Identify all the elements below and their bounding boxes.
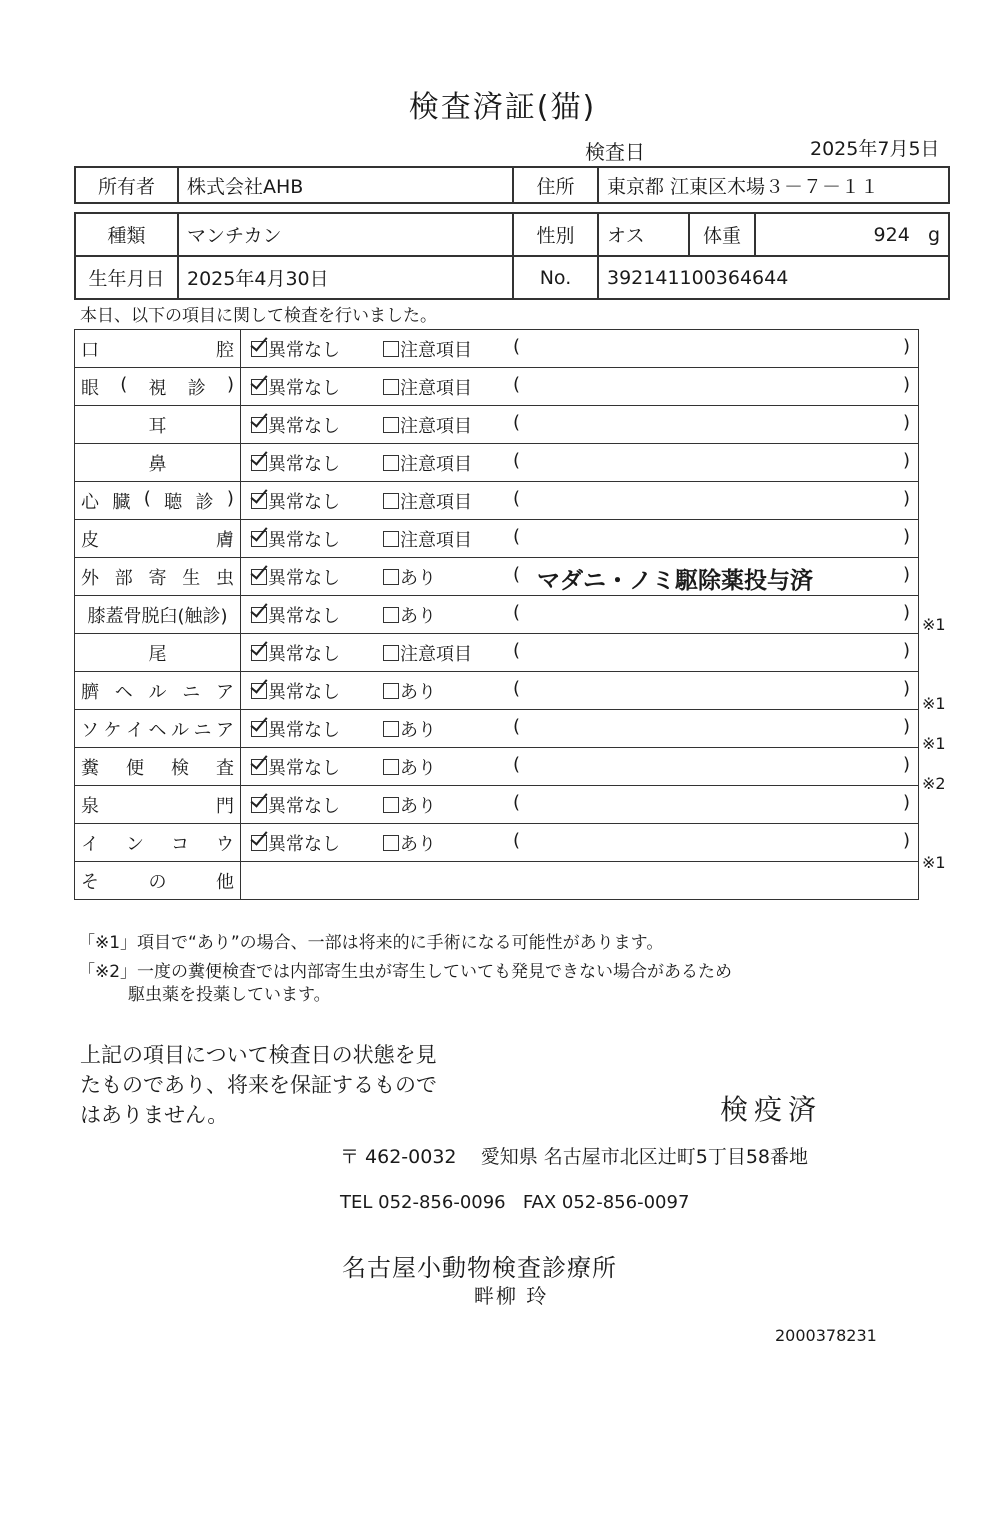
option-normal-label: 異常なし xyxy=(268,682,340,703)
exam-item-label-text xyxy=(79,602,236,628)
owner-value: 株式会社AHB xyxy=(178,167,513,203)
exam-date-value: 2025年7月5日 xyxy=(810,138,940,160)
exam-item-label-char: 耳 xyxy=(148,415,167,437)
clinic-postal: 〒 462-0032 xyxy=(340,1146,457,1168)
option-attention[interactable] xyxy=(383,412,472,438)
exam-item-label xyxy=(75,596,241,634)
checkbox-attention[interactable] xyxy=(383,569,399,585)
exam-item-label-char: 診 xyxy=(187,377,206,399)
option-attention-label: あり xyxy=(400,682,436,703)
exam-row xyxy=(75,330,919,368)
exam-item-label-text xyxy=(79,526,236,552)
exam-item-label xyxy=(75,862,241,900)
option-normal[interactable] xyxy=(251,412,340,438)
remark-paren-open: ( xyxy=(513,526,521,547)
checkbox-normal[interactable] xyxy=(251,759,267,775)
exam-item-result xyxy=(241,406,919,444)
remark-paren-open: ( xyxy=(513,792,521,813)
exam-item-label-text xyxy=(79,716,236,742)
exam-item-label-text xyxy=(79,412,236,438)
exam-row xyxy=(75,368,919,406)
type-label: 種類 xyxy=(75,213,178,256)
option-normal-label: 異常なし xyxy=(268,416,340,437)
exam-item-label-char: ウ xyxy=(216,833,234,855)
option-normal-label: 異常なし xyxy=(268,796,340,817)
option-attention[interactable] xyxy=(383,374,472,400)
option-attention-label: あり xyxy=(400,720,436,741)
exam-item-label-char: 尾 xyxy=(148,643,167,665)
exam-row xyxy=(75,672,919,710)
exam-item-label xyxy=(75,520,241,558)
option-attention-label: 注意項目 xyxy=(400,416,472,437)
clinic-address: 愛知県 名古屋市北区辻町5丁目58番地 xyxy=(480,1146,808,1168)
birth-label: 生年月日 xyxy=(75,256,178,299)
option-attention[interactable] xyxy=(383,792,436,818)
remark-paren-open: ( xyxy=(513,450,521,471)
exam-item-label-char: ル xyxy=(148,681,167,703)
checkbox-normal[interactable] xyxy=(251,835,267,851)
option-normal-label: 異常なし xyxy=(268,644,340,665)
remark-paren-open: ( xyxy=(513,716,521,737)
exam-item-label-char: ソ xyxy=(81,719,99,741)
option-normal[interactable] xyxy=(251,564,340,590)
checkbox-normal[interactable] xyxy=(251,417,267,433)
footnote-2-line2: 駆虫薬を投薬しています。 xyxy=(128,985,331,1005)
exam-item-label-char: ケ xyxy=(103,719,122,741)
exam-item-label-char: 眼 xyxy=(81,377,99,399)
exam-item-label-char: 検 xyxy=(171,757,189,779)
exam-item-label-char: ) xyxy=(226,373,234,395)
remark-paren-open: ( xyxy=(513,488,521,509)
exam-item-result xyxy=(241,824,919,862)
footnote-2-line1: 「※2」一度の糞便検査では内部寄生虫が寄生していても発見できない場合があるため xyxy=(78,962,733,982)
checkbox-attention[interactable] xyxy=(383,493,399,509)
option-attention[interactable] xyxy=(383,564,436,590)
option-attention-label: あり xyxy=(400,834,436,855)
exam-item-label-char: 糞 xyxy=(81,757,99,779)
owner-table xyxy=(74,166,950,204)
checkbox-normal[interactable] xyxy=(251,569,267,585)
footnote-mark: ※1 xyxy=(922,615,946,635)
exam-table xyxy=(74,329,919,900)
exam-item-label-char: 臓 xyxy=(112,491,131,513)
checkbox-attention[interactable] xyxy=(383,531,399,547)
checkbox-normal[interactable] xyxy=(251,683,267,699)
remark-paren-open: ( xyxy=(513,830,521,851)
option-attention-label: 注意項目 xyxy=(400,644,472,665)
exam-item-label-char: 部 xyxy=(114,567,133,589)
checkbox-attention[interactable] xyxy=(383,379,399,395)
option-normal-label: 異常なし xyxy=(268,492,340,513)
option-normal[interactable] xyxy=(251,526,340,552)
exam-row xyxy=(75,786,919,824)
exam-item-result xyxy=(241,368,919,406)
option-normal-label: 異常なし xyxy=(268,834,340,855)
option-attention[interactable] xyxy=(383,716,436,742)
exam-row xyxy=(75,444,919,482)
exam-item-label-text xyxy=(79,678,236,704)
exam-item-result xyxy=(241,444,919,482)
exam-item-label xyxy=(75,330,241,368)
exam-item-label-text xyxy=(79,374,236,400)
exam-item-label-char: 便 xyxy=(126,757,144,779)
remark-paren-open: ( xyxy=(513,602,521,623)
remark-paren-open: ( xyxy=(513,678,521,699)
exam-item-label-char: ) xyxy=(226,487,234,509)
option-attention[interactable] xyxy=(383,526,472,552)
exam-item-label-char: 視 xyxy=(148,377,167,399)
remark-paren-close: ) xyxy=(902,412,910,433)
option-normal[interactable] xyxy=(251,602,340,628)
exam-item-label xyxy=(75,710,241,748)
checkbox-attention[interactable] xyxy=(383,417,399,433)
option-normal[interactable] xyxy=(251,336,340,362)
remark-paren-close: ) xyxy=(902,678,910,699)
exam-item-label xyxy=(75,558,241,596)
option-normal[interactable] xyxy=(251,678,340,704)
option-normal-label: 異常なし xyxy=(268,530,340,551)
weight-cell xyxy=(755,213,949,256)
type-value: マンチカン xyxy=(178,213,513,256)
exam-item-label-char: イ xyxy=(126,719,144,741)
exam-item-label-char: 膝蓋骨脱臼(触診) xyxy=(87,605,228,627)
option-normal[interactable] xyxy=(251,488,340,514)
option-normal[interactable] xyxy=(251,830,340,856)
clinic-address-line xyxy=(340,1142,808,1169)
exam-item-label-char: 外 xyxy=(81,567,99,589)
checkbox-attention[interactable] xyxy=(383,607,399,623)
checkbox-attention[interactable] xyxy=(383,835,399,851)
exam-item-label-char: コ xyxy=(171,833,189,855)
exam-item-label xyxy=(75,672,241,710)
exam-item-label-char: 生 xyxy=(182,567,201,589)
exam-item-result xyxy=(241,862,919,900)
exam-item-label xyxy=(75,824,241,862)
remark-paren-open: ( xyxy=(513,564,521,585)
exam-item-label-text xyxy=(79,640,236,666)
checkbox-attention[interactable] xyxy=(383,721,399,737)
exam-item-label-char: ヘ xyxy=(148,719,167,741)
exam-row xyxy=(75,558,919,596)
exam-row xyxy=(75,862,919,900)
option-attention-label: あり xyxy=(400,796,436,817)
exam-item-label xyxy=(75,406,241,444)
option-attention-label: 注意項目 xyxy=(400,530,472,551)
option-normal-label: 異常なし xyxy=(268,378,340,399)
option-normal-label: 異常なし xyxy=(268,720,340,741)
exam-item-label-char: 腔 xyxy=(216,339,234,361)
exam-item-label xyxy=(75,634,241,672)
exam-item-label-char: 門 xyxy=(216,795,234,817)
exam-item-label xyxy=(75,786,241,824)
clinic-fax: FAX 052-856-0097 xyxy=(522,1192,690,1213)
weight-label: 体重 xyxy=(689,213,755,256)
exam-item-result xyxy=(241,330,919,368)
exam-item-label-char: 皮 xyxy=(81,529,99,551)
sex-value: オス xyxy=(598,213,689,256)
exam-item-label-char: 膚 xyxy=(216,529,234,551)
remark-paren-open: ( xyxy=(513,374,521,395)
remark-paren-open: ( xyxy=(513,412,521,433)
exam-item-result xyxy=(241,672,919,710)
exam-date-label: 検査日 xyxy=(585,140,645,164)
page-title: 検査済証(猫) xyxy=(408,90,597,125)
pet-table xyxy=(74,212,950,300)
exam-item-label-text xyxy=(79,754,236,780)
exam-item-label-char: ル xyxy=(171,719,189,741)
option-attention[interactable] xyxy=(383,488,472,514)
checkbox-normal[interactable] xyxy=(251,721,267,737)
exam-item-label-char: 聴 xyxy=(164,491,183,513)
no-label: No. xyxy=(513,256,598,299)
checkbox-attention[interactable] xyxy=(383,683,399,699)
address-label: 住所 xyxy=(513,167,598,203)
checkbox-normal[interactable] xyxy=(251,341,267,357)
exam-row xyxy=(75,710,919,748)
remark-paren-close: ) xyxy=(902,716,910,737)
remark-paren-close: ) xyxy=(902,526,910,547)
exam-item-label-char: 臍 xyxy=(81,681,99,703)
remark-paren-close: ) xyxy=(902,374,910,395)
checkbox-normal[interactable] xyxy=(251,607,267,623)
checkbox-normal[interactable] xyxy=(251,455,267,471)
checkbox-attention[interactable] xyxy=(383,759,399,775)
option-attention-label: 注意項目 xyxy=(400,340,472,361)
clinic-name: 名古屋小動物検査診療所 xyxy=(342,1254,617,1282)
exam-item-label-char: ( xyxy=(143,487,151,509)
exam-item-result xyxy=(241,786,919,824)
option-attention[interactable] xyxy=(383,450,472,476)
exam-row xyxy=(75,482,919,520)
footnote-1: 「※1」項目で“あり”の場合、一部は将来的に手術になる可能性があります。 xyxy=(78,933,664,953)
checkbox-normal[interactable] xyxy=(251,379,267,395)
exam-item-label-char: ヘ xyxy=(114,681,133,703)
option-normal[interactable] xyxy=(251,716,340,742)
remark-paren-close: ) xyxy=(902,754,910,775)
exam-item-label xyxy=(75,368,241,406)
option-attention[interactable] xyxy=(383,640,472,666)
footnote-mark: ※1 xyxy=(922,852,946,872)
weight-unit: g xyxy=(927,223,940,246)
exam-item-label-char: ア xyxy=(216,681,234,703)
remark-paren-close: ) xyxy=(902,602,910,623)
exam-item-label-char: の xyxy=(148,871,167,893)
remark-paren-close: ) xyxy=(902,488,910,509)
clinic-contact-line xyxy=(340,1192,689,1213)
exam-item-label xyxy=(75,748,241,786)
exam-row xyxy=(75,596,919,634)
option-normal[interactable] xyxy=(251,754,340,780)
remark-paren-close: ) xyxy=(902,640,910,661)
exam-row xyxy=(75,824,919,862)
exam-item-result xyxy=(241,748,919,786)
option-attention-label: 注意項目 xyxy=(400,492,472,513)
exam-item-label-char: ( xyxy=(120,373,128,395)
address-value: 東京都 江東区木場３－７－１１ xyxy=(598,167,949,203)
option-attention[interactable] xyxy=(383,754,436,780)
exam-item-label-char: そ xyxy=(81,871,99,893)
exam-item-label xyxy=(75,482,241,520)
exam-item-label-char: イ xyxy=(81,833,99,855)
veterinarian-name: 畔柳 玲 xyxy=(474,1284,549,1308)
option-normal-label: 異常なし xyxy=(268,454,340,475)
option-normal[interactable] xyxy=(251,450,340,476)
exam-item-result xyxy=(241,710,919,748)
exam-item-result xyxy=(241,520,919,558)
checkbox-attention[interactable] xyxy=(383,797,399,813)
disclaimer-statement: 上記の項目について検査日の状態を見たものであり、将来を保証するものではありません。 xyxy=(80,1043,437,1127)
option-normal-label: 異常なし xyxy=(268,606,340,627)
exam-row xyxy=(75,520,919,558)
option-attention-label: 注意項目 xyxy=(400,454,472,475)
remark-text: マダニ・ノミ駆除薬投与済 xyxy=(537,568,813,594)
option-attention-label: あり xyxy=(400,758,436,779)
option-normal[interactable] xyxy=(251,374,340,400)
option-normal[interactable] xyxy=(251,640,340,666)
exam-item-label-char: 鼻 xyxy=(148,453,167,475)
option-attention[interactable] xyxy=(383,678,436,704)
checkbox-normal[interactable] xyxy=(251,531,267,547)
exam-item-label-text xyxy=(79,450,236,476)
sex-label: 性別 xyxy=(513,213,598,256)
option-normal-label: 異常なし xyxy=(268,340,340,361)
option-attention[interactable] xyxy=(383,336,472,362)
exam-item-label xyxy=(75,444,241,482)
checkbox-attention[interactable] xyxy=(383,341,399,357)
option-normal-label: 異常なし xyxy=(268,758,340,779)
footnote-mark: ※2 xyxy=(922,773,946,793)
exam-item-label-char: 泉 xyxy=(81,795,99,817)
footnote-mark: ※1 xyxy=(922,694,946,714)
serial-number: 2000378231 xyxy=(775,1326,877,1345)
option-attention-label: あり xyxy=(400,568,436,589)
remark-paren-close: ) xyxy=(902,564,910,585)
exam-item-result xyxy=(241,634,919,672)
checkbox-attention[interactable] xyxy=(383,455,399,471)
option-attention[interactable] xyxy=(383,602,436,628)
remark-paren-open: ( xyxy=(513,336,521,357)
exam-item-label-char: 他 xyxy=(216,871,234,893)
remark-paren-close: ) xyxy=(902,792,910,813)
exam-item-label-text xyxy=(79,868,236,894)
exam-item-label-char: ア xyxy=(216,719,234,741)
exam-item-label-char: ン xyxy=(126,833,144,855)
exam-item-label-text xyxy=(79,336,236,362)
remark-paren-open: ( xyxy=(513,640,521,661)
option-attention-label: 注意項目 xyxy=(400,378,472,399)
exam-item-label-char: ニ xyxy=(182,681,201,703)
exam-item-label-char: 虫 xyxy=(216,567,234,589)
quarantine-stamp: 検疫済 xyxy=(720,1093,823,1126)
remark-paren-open: ( xyxy=(513,754,521,775)
option-normal[interactable] xyxy=(251,792,340,818)
exam-item-result xyxy=(241,482,919,520)
exam-item-label-text xyxy=(79,488,236,514)
exam-row xyxy=(75,406,919,444)
exam-item-label-char: 寄 xyxy=(148,567,167,589)
checkbox-normal[interactable] xyxy=(251,645,267,661)
exam-item-result xyxy=(241,558,919,596)
birth-value: 2025年4月30日 xyxy=(178,256,513,299)
exam-item-label-char: 査 xyxy=(216,757,234,779)
remark-paren-close: ) xyxy=(902,830,910,851)
owner-label: 所有者 xyxy=(75,167,178,203)
footnote-mark: ※1 xyxy=(922,734,946,753)
exam-item-label-char: 心 xyxy=(81,491,99,513)
checkbox-attention[interactable] xyxy=(383,645,399,661)
clinic-tel: TEL 052-856-0096 xyxy=(340,1192,506,1213)
exam-row xyxy=(75,634,919,672)
exam-intro: 本日、以下の項目に関して検査を行いました。 xyxy=(80,306,437,326)
option-attention[interactable] xyxy=(383,830,436,856)
exam-item-label-char: 口 xyxy=(81,339,99,361)
exam-item-label-text xyxy=(79,792,236,818)
remark-paren-close: ) xyxy=(902,336,910,357)
checkbox-normal[interactable] xyxy=(251,493,267,509)
checkbox-normal[interactable] xyxy=(251,797,267,813)
exam-item-label-char: 診 xyxy=(195,491,214,513)
remark-paren-close: ) xyxy=(902,450,910,471)
exam-item-label-text xyxy=(79,830,236,856)
exam-item-result xyxy=(241,596,919,634)
exam-item-label-char: ニ xyxy=(193,719,212,741)
option-attention-label: あり xyxy=(400,606,436,627)
weight-value: 924 xyxy=(873,223,910,246)
option-normal-label: 異常なし xyxy=(268,568,340,589)
no-value: 392141100364644 xyxy=(598,256,949,299)
exam-item-label-text xyxy=(79,564,236,590)
exam-row xyxy=(75,748,919,786)
